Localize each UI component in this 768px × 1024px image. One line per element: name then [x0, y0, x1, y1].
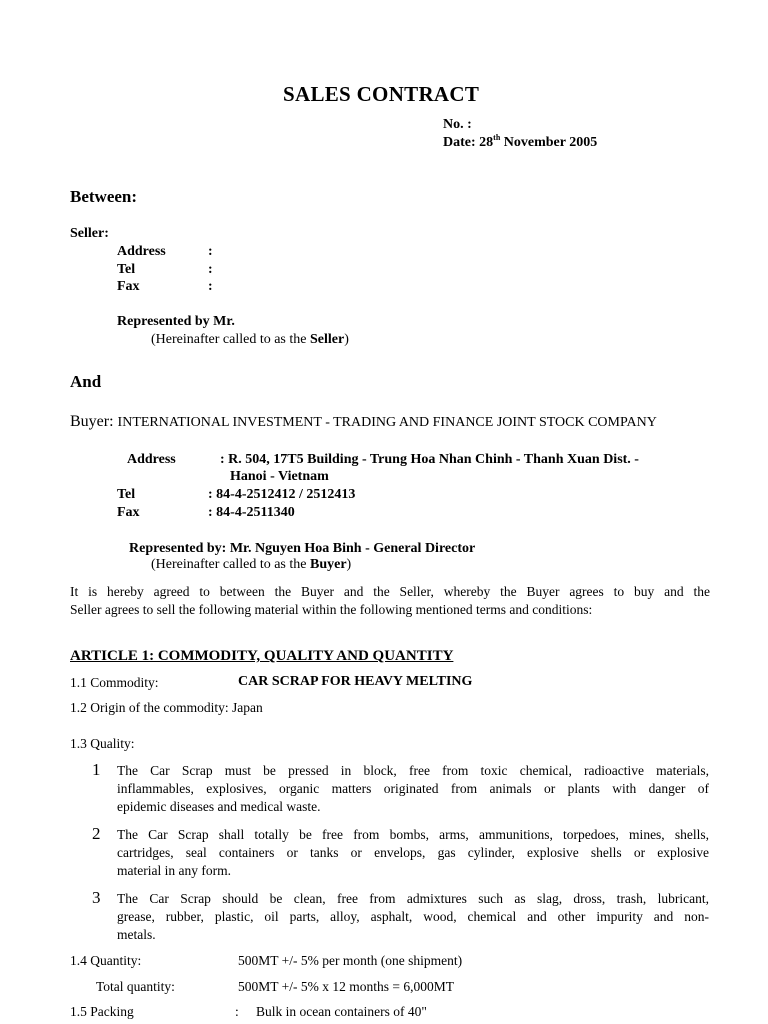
quality-item-1-line-3: epidemic diseases and medical waste.	[117, 799, 321, 814]
seller-hereinafter-suffix: )	[344, 332, 349, 347]
seller-address-label: Address	[117, 244, 166, 259]
seller-tel-label: Tel	[117, 262, 136, 277]
and-label: And	[70, 372, 102, 391]
seller-fax-label: Fax	[117, 279, 140, 294]
quality-item-1-number: 1	[92, 760, 101, 779]
buyer-address-line2: Hanoi - Vietnam	[230, 469, 329, 484]
date-rest: November 2005	[500, 135, 598, 150]
agreement-line-2: Seller agrees to sell the following material within the following mentioned terms and conditions:	[70, 602, 593, 617]
packing-colon: :	[235, 1004, 239, 1019]
between-label: Between:	[70, 187, 138, 206]
seller-tel-colon: :	[208, 262, 213, 277]
seller-address-colon: :	[208, 244, 213, 259]
buyer-fax-label: Fax	[117, 505, 140, 520]
buyer-hereinafter-prefix: (Hereinafter called to as the	[151, 557, 310, 572]
quantity-label: 1.4 Quantity:	[70, 953, 142, 968]
commodity-value: CAR SCRAP FOR HEAVY MELTING	[238, 674, 473, 689]
seller-fax-colon: :	[208, 279, 213, 294]
quality-item-2-line-1: The Car Scrap shall totally be free from bombs, arms, ammunitions, torpedoes, mines, shells,	[117, 827, 709, 842]
contract-date	[443, 135, 597, 151]
quality-item-2-line-2: cartridges, seal containers or tanks or envelops, gas cylinder, explosive shells or explosive	[117, 845, 709, 860]
buyer-hereinafter-suffix: )	[346, 557, 352, 572]
buyer-company: INTERNATIONAL INVESTMENT - TRADING AND FINANCE JOINT STOCK COMPANY	[117, 415, 657, 430]
date-prefix: Date: 28	[443, 135, 494, 150]
quality-item-2-line-3: material in any form.	[117, 863, 231, 878]
agreement-line-1: It is hereby agreed to between the Buyer and the Seller, whereby the Buyer agrees to buy and the	[70, 584, 710, 599]
quantity-value: 500MT +/- 5% per month (one shipment)	[238, 953, 463, 968]
packing-label: 1.5 Packing	[70, 1004, 134, 1019]
article1-heading: ARTICLE 1: COMMODITY, QUALITY AND QUANTITY	[70, 648, 454, 664]
date-sup: th	[493, 133, 501, 142]
buyer-address-label: Address	[127, 452, 176, 467]
total-quantity-value: 500MT +/- 5% x 12 months = 6,000MT	[238, 979, 454, 994]
origin-line: 1.2 Origin of the commodity: Japan	[70, 700, 263, 715]
buyer-address-line1: : R. 504, 17T5 Building - Trung Hoa Nhan Chinh - Thanh Xuan Dist. -	[220, 452, 639, 467]
buyer-representative: Represented by: Mr. Nguyen Hoa Binh - General Director	[129, 541, 476, 556]
quality-item-3-line-3: metals.	[117, 927, 156, 942]
seller-hereinafter-prefix: (Hereinafter called to as the	[151, 332, 310, 347]
buyer-tel-label: Tel	[117, 487, 136, 502]
quality-item-1-line-1: The Car Scrap must be pressed in block, free from toxic chemical, radioactive materials,	[117, 763, 709, 778]
buyer-hereinafter-bold: Buyer	[309, 557, 347, 572]
quality-item-1-line-2: inflammables, explosives, organic matters originated from animals or plants with danger of	[117, 781, 709, 796]
quality-item-3-line-2: grease, rubber, plastic, oil parts, alloy, asphalt, wood, chemical and other impurity and non-	[117, 909, 709, 924]
quality-item-3-line-1: The Car Scrap should be clean, free from admixtures such as slag, dross, trash, lubricant,	[117, 891, 709, 906]
buyer-line	[70, 413, 657, 431]
quality-item-3-number: 3	[92, 888, 101, 907]
buyer-tel-value: : 84-4-2512412 / 2512413	[208, 487, 356, 502]
contract-number: No. :	[443, 117, 472, 132]
seller-hereinafter-bold: Seller	[309, 332, 345, 347]
buyer-label: Buyer:	[70, 413, 114, 430]
seller-hereinafter	[151, 332, 349, 348]
seller-label: Seller:	[70, 226, 109, 241]
packing-value: Bulk in ocean containers of 40"	[256, 1004, 427, 1019]
buyer-hereinafter	[151, 557, 351, 573]
buyer-fax-value: : 84-4-2511340	[208, 505, 295, 520]
seller-representative: Represented by Mr.	[117, 314, 235, 329]
total-quantity-label: Total quantity:	[96, 979, 175, 994]
quality-label: 1.3 Quality:	[70, 736, 135, 751]
commodity-label: 1.1 Commodity:	[70, 675, 159, 690]
contract-title: SALES CONTRACT	[283, 82, 480, 106]
quality-item-2-number: 2	[92, 824, 101, 843]
